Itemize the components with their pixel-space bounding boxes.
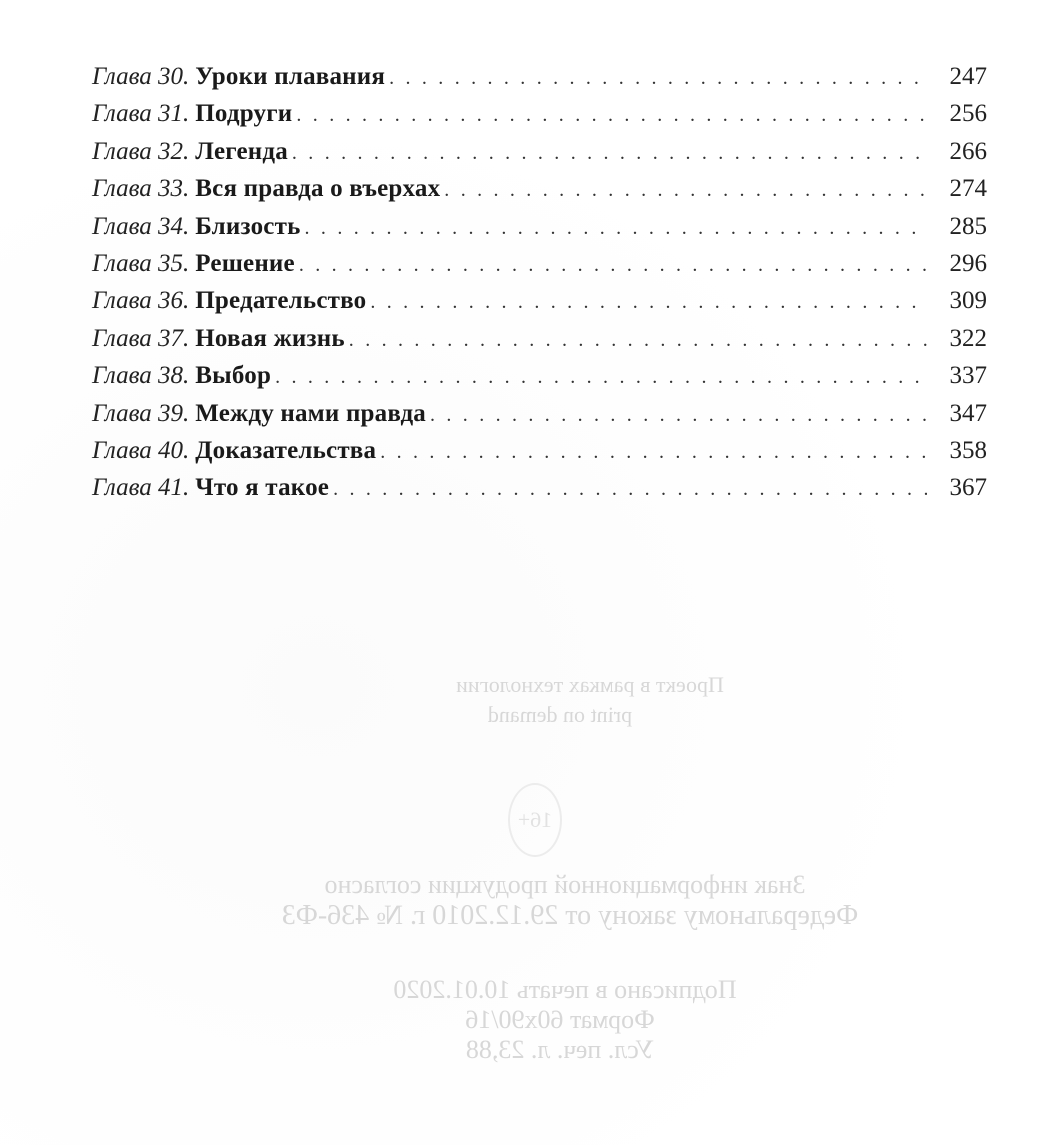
dot-leader bbox=[299, 247, 927, 284]
chapter-number: Глава 40. bbox=[92, 436, 190, 464]
page-number: 367 bbox=[949, 474, 987, 502]
ghost-text-project: Проект в рамках технологии bbox=[456, 672, 724, 697]
toc-entry bbox=[92, 282, 987, 319]
dot-leader bbox=[444, 172, 927, 209]
chapter-title: Подруги bbox=[195, 100, 293, 128]
page-number: 274 bbox=[949, 175, 987, 203]
toc-entry bbox=[92, 95, 987, 132]
dot-leader bbox=[333, 471, 927, 508]
dot-leader bbox=[389, 60, 927, 97]
page-number: 347 bbox=[949, 399, 987, 427]
chapter-title: Доказательства bbox=[195, 436, 377, 464]
dot-leader bbox=[370, 284, 927, 321]
chapter-title: Решение bbox=[195, 249, 295, 277]
chapter-number: Глава 31. bbox=[92, 100, 190, 128]
chapter-number: Глава 36. bbox=[92, 287, 190, 315]
toc-entry bbox=[92, 245, 987, 282]
chapter-number: Глава 30. bbox=[92, 63, 190, 90]
page-number: 309 bbox=[949, 287, 987, 315]
age-rating-badge: 16+ bbox=[508, 783, 562, 857]
chapter-number: Глава 39. bbox=[92, 399, 190, 427]
chapter-title: Уроки плавания bbox=[195, 63, 386, 90]
dot-leader bbox=[430, 397, 927, 434]
page-number: 256 bbox=[949, 100, 987, 128]
chapter-title: Новая жизнь bbox=[195, 324, 345, 352]
ghost-text-signed: Подписано в печать 10.01.2020 bbox=[393, 975, 737, 1004]
ghost-text-sheets: Усл. печ. л. 23,88 bbox=[465, 1035, 655, 1064]
toc-entry bbox=[92, 432, 987, 469]
ghost-text-notice-2: Федеральному закону от 29.12.2010 г. № 436-ФЗ bbox=[281, 900, 859, 931]
toc-entry bbox=[92, 170, 987, 207]
dot-leader bbox=[305, 210, 927, 247]
dot-leader bbox=[296, 97, 927, 134]
page-number: 247 bbox=[949, 63, 987, 90]
dot-leader bbox=[380, 434, 927, 471]
dot-leader bbox=[275, 359, 927, 396]
chapter-number: Глава 41. bbox=[92, 474, 190, 502]
chapter-number: Глава 38. bbox=[92, 362, 190, 390]
ghost-text-format: Формат 60х90/16 bbox=[465, 1005, 655, 1034]
dot-leader bbox=[292, 135, 927, 172]
chapter-number: Глава 32. bbox=[92, 137, 190, 165]
toc-entry bbox=[92, 469, 987, 506]
chapter-title: Легенда bbox=[195, 137, 288, 165]
dot-leader bbox=[349, 322, 927, 359]
chapter-number: Глава 34. bbox=[92, 212, 190, 240]
toc-entry bbox=[92, 208, 987, 245]
page-number: 285 bbox=[949, 212, 987, 240]
chapter-title: Предательство bbox=[195, 287, 367, 315]
toc-entry bbox=[92, 395, 987, 432]
page-number: 322 bbox=[949, 324, 987, 352]
page-number: 337 bbox=[949, 362, 987, 390]
chapter-title: Близость bbox=[195, 212, 301, 240]
ghost-text-notice-1: Знак информационной продукции согласно bbox=[324, 870, 806, 899]
ghost-text-pod: print on demand bbox=[487, 702, 633, 727]
table-of-contents bbox=[92, 58, 987, 507]
page-number: 296 bbox=[949, 249, 987, 277]
toc-entry bbox=[92, 133, 987, 170]
chapter-title: Что я такое bbox=[195, 474, 330, 502]
page-number: 266 bbox=[949, 137, 987, 165]
chapter-title: Выбор bbox=[195, 362, 272, 390]
page-number: 358 bbox=[949, 436, 987, 464]
chapter-number: Глава 35. bbox=[92, 249, 190, 277]
toc-entry bbox=[92, 357, 987, 394]
toc-entry bbox=[92, 320, 987, 357]
chapter-number: Глава 33. bbox=[92, 175, 190, 203]
toc-entry bbox=[92, 58, 987, 95]
chapter-title: Между нами правда bbox=[195, 399, 426, 427]
chapter-number: Глава 37. bbox=[92, 324, 190, 352]
chapter-title: Вся правда о въерхах bbox=[195, 175, 441, 203]
